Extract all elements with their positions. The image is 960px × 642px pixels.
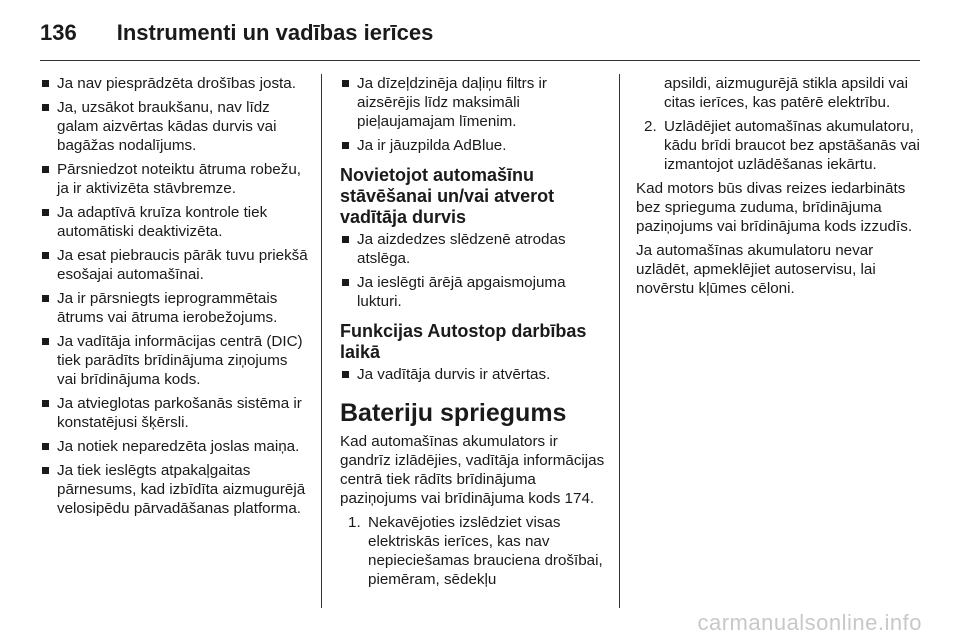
steps-list [340,513,610,589]
page-number: 136 [40,20,77,45]
page-header [40,18,920,48]
column-2 [340,74,610,594]
warning-list-continued [340,74,610,155]
page-title: Instrumenti un vadības ierīces [116,20,434,45]
step-number: 1. [348,514,361,531]
subheading-autostop: Funkcijas Autostop darbības laikā [340,321,587,362]
autostop-list [340,365,610,384]
step-continuation: apsildi, aizmugurējā stikla apsildi vai citas ierīces, kas patērē elektrību. [664,75,908,111]
paragraph: Kad automašīnas akumulators ir gandrīz izlādējies, vadītāja informācijas centrā tiek rādīts brīdinājuma paziņojums vai brīdinājuma kods 174. [340,433,605,507]
list-item: Ja dīzeļdzinēja daļiņu filtrs ir aizsērējis līdz maksimāli pieļaujamajam līmenim. [340,74,610,131]
list-item: Ja ieslēgti ārējā apgaismojuma lukturi. [340,273,610,311]
step-text: Uzlādējiet automašīnas akumulatoru, kādu brīdi braucot bez apstāšanās vai izmantojot uzlādēšanas iekārtu. [664,118,920,173]
list-item: Ja vadītāja durvis ir atvērtas. [340,365,610,384]
watermark: carmanualsonline.info [697,610,922,635]
list-item: Ja atvieglotas parkošanās sistēma ir konstatējusi šķērsli. [40,394,308,432]
list-item: Pārsniedzot noteiktu ātruma robežu, ja ir aktivizēta stāvbremze. [40,160,308,198]
list-item: Ja notiek neparedzēta joslas maiņa. [40,437,308,456]
header-divider [40,60,920,61]
list-item: Ja adaptīvā kruīza kontrole tiek automātiski deaktivizēta. [40,203,308,241]
column-divider-2 [619,74,620,608]
steps-list-continued [636,117,920,174]
paragraph: Kad motors būs divas reizes iedarbināts bez sprieguma zuduma, brīdinājuma paziņojums vai brīdinājuma kods izzudīs. [636,180,913,235]
list-item: Ja, uzsākot braukšanu, nav līdz galam aizvērtas kādas durvis vai bagāžas nodalījums. [40,98,308,155]
list-item: Ja esat piebraucis pārāk tuvu priekšā esošajai automašīnai. [40,246,308,284]
column-divider-1 [321,74,322,608]
list-item: Ja ir pārsniegts ieprogrammētais ātrums vai ātruma ierobežojums. [40,289,308,327]
step-number: 2. [644,118,657,135]
section-title: Bateriju spriegums [340,399,567,427]
warning-list [40,74,308,518]
column-3 [636,74,920,303]
list-item: Ja ir jāuzpilda AdBlue. [340,136,610,155]
step-text: Nekavējoties izslēdziet visas elektriskās ierīces, kas nav nepieciešamas brauciena drošībai, piemēram, sēdekļu [368,514,603,588]
column-1 [40,74,308,523]
step-item [340,513,610,589]
parking-list [340,230,610,311]
step-item [636,117,920,174]
list-item: Ja nav piesprādzēta drošības josta. [40,74,308,93]
list-item: Ja vadītāja informācijas centrā (DIC) tiek parādīts brīdinājuma ziņojums vai brīdinājuma kods. [40,332,308,389]
list-item: Ja tiek ieslēgts atpakaļgaitas pārnesums, kad izbīdīta aizmugurējā velosipēdu pārvadāšanas platforma. [40,461,308,518]
paragraph: Ja automašīnas akumulatoru nevar uzlādēt, apmeklējiet autoservisu, lai novērstu kļūmes cēloni. [636,242,876,297]
subheading-parking: Novietojot automašīnu stāvēšanai un/vai atverot vadītāja durvis [340,165,555,227]
list-item: Ja aizdedzes slēdzenē atrodas atslēga. [340,230,610,268]
